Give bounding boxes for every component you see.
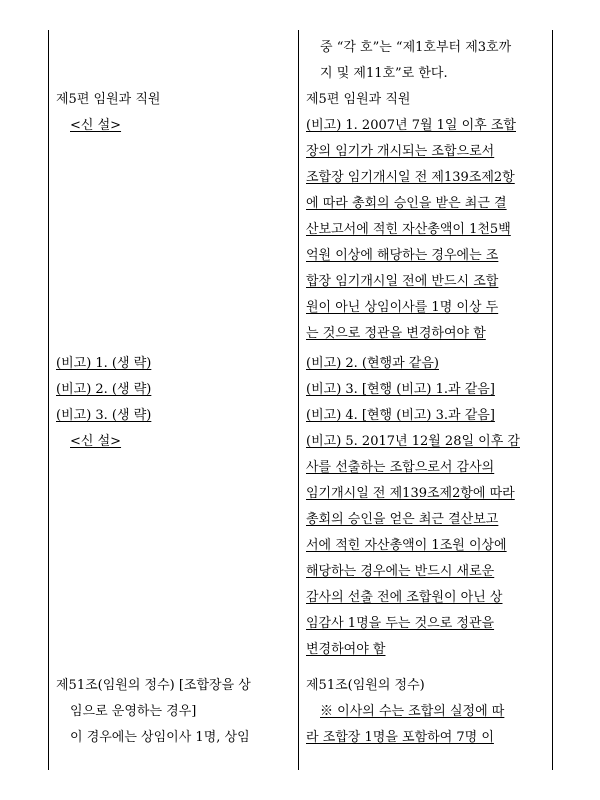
table-border-right bbox=[552, 30, 553, 770]
note-1-line: 장의 임기가 개시되는 조합으로서 bbox=[306, 144, 495, 159]
chapter-heading: 제5편 임원과 직원 bbox=[306, 92, 411, 107]
new-mark: <신 설> bbox=[70, 434, 122, 449]
table-border-middle bbox=[298, 30, 299, 770]
note-5-line: 임기개시일 전 제139조제2항에 따라 bbox=[306, 486, 515, 501]
note-5-line: 감사의 선출 전에 조합원이 아닌 상 bbox=[306, 590, 503, 605]
note-5-line: 변경하여야 함 bbox=[306, 642, 386, 657]
note-4: (비고) 4. [현행 (비고) 3.과 같음] bbox=[306, 408, 495, 423]
table-border-left bbox=[48, 30, 49, 770]
top-continuation: 지 및 제11호”로 한다. bbox=[320, 66, 448, 81]
note-5-line: 해당하는 경우에는 반드시 새로운 bbox=[306, 564, 495, 579]
article-51-note: ※ 이사의 수는 조합의 실정에 따 bbox=[320, 704, 505, 719]
note-5-line: 사를 선출하는 조합으로서 감사의 bbox=[306, 460, 495, 475]
note-1-line: 에 따라 총회의 승인을 받은 최근 결 bbox=[306, 196, 507, 211]
article-51-title-cont: 임으로 운영하는 경우] bbox=[70, 704, 197, 719]
note-1-line: 조합장 임기개시일 전 제139조제2항 bbox=[306, 170, 515, 185]
chapter-heading: 제5편 임원과 직원 bbox=[56, 92, 161, 107]
new-mark: <신 설> bbox=[70, 118, 122, 133]
note-1-line: 원이 아닌 상임이사를 1명 이상 두 bbox=[306, 300, 499, 315]
note-1: (비고) 1. (생 략) bbox=[56, 356, 152, 371]
note-5-line: 총회의 승인을 얻은 최근 결산보고 bbox=[306, 512, 499, 527]
note-3: (비고) 3. [현행 (비고) 1.과 같음] bbox=[306, 382, 495, 397]
note-1-line: 는 것으로 정관을 변경하여야 함 bbox=[306, 326, 486, 341]
article-51-title: 제51조(임원의 정수) bbox=[306, 678, 425, 693]
article-51-body: 이 경우에는 상임이사 1명, 상임 bbox=[70, 730, 250, 745]
note-1-line: 억원 이상에 해당하는 경우에는 조 bbox=[306, 248, 499, 263]
article-51-title: 제51조(임원의 정수) [조합장을 상 bbox=[56, 678, 251, 693]
note-2: (비고) 2. (현행과 같음) bbox=[306, 356, 439, 371]
note-1-line: 산보고서에 적힌 자산총액이 1천5백 bbox=[306, 222, 511, 237]
note-1-line: 합장 임기개시일 전에 반드시 조합 bbox=[306, 274, 499, 289]
note-2: (비고) 2. (생 략) bbox=[56, 382, 152, 397]
note-1-line: (비고) 1. 2007년 7월 1일 이후 조합 bbox=[306, 118, 516, 133]
article-51-note-cont: 라 조합장 1명을 포함하여 7명 이 bbox=[306, 730, 494, 745]
note-5-line: 서에 적힌 자산총액이 1조원 이상에 bbox=[306, 538, 507, 553]
note-5-line: (비고) 5. 2017년 12월 28일 이후 감 bbox=[306, 434, 520, 449]
note-5-line: 임감사 1명을 두는 것으로 정관을 bbox=[306, 616, 495, 631]
note-3: (비고) 3. (생 략) bbox=[56, 408, 152, 423]
top-continuation: 중 “각 호”는 “제1호부터 제3호까 bbox=[320, 40, 512, 55]
